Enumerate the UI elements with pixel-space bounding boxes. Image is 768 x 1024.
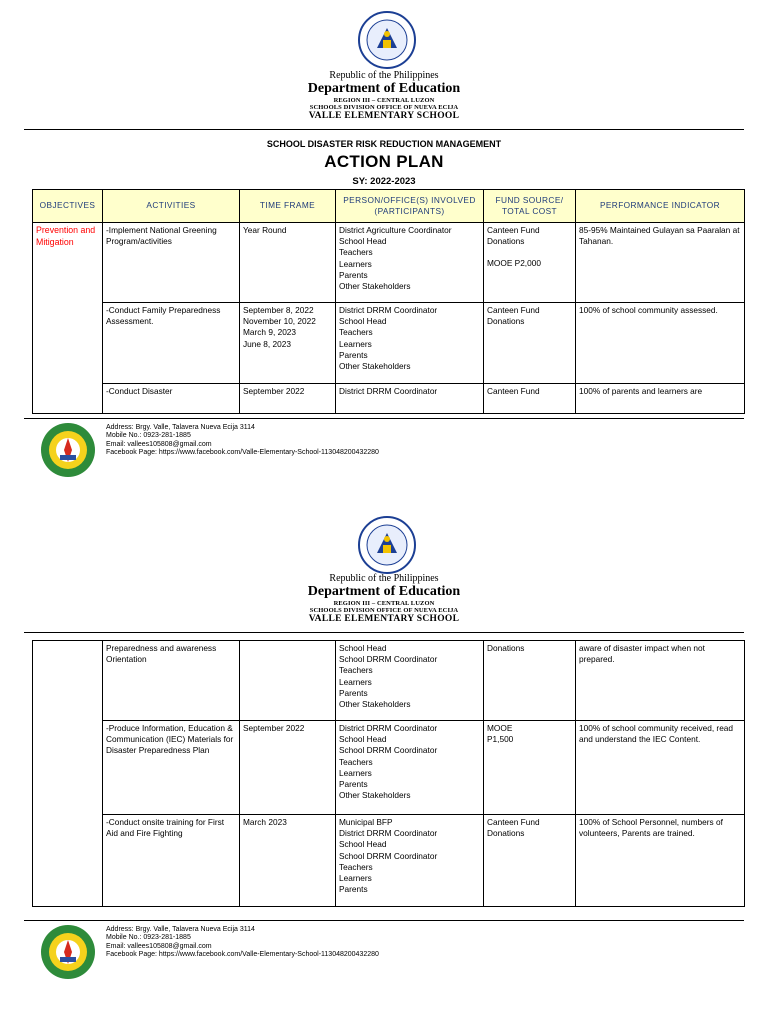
col-objectives: OBJECTIVES bbox=[33, 190, 103, 223]
time-cell: March 2023 bbox=[240, 815, 336, 907]
letterhead bbox=[0, 573, 768, 624]
persons-cell: School Head School DRRM Coordinator Teachers Learners Parents Other Stakeholders bbox=[336, 641, 484, 721]
footer-mobile: Mobile No.: 0923-281-1885 bbox=[106, 934, 191, 942]
persons-cell: District DRRM Coordinator School Head School DRRM Coordinator Teachers Learners Parents Other Stakeholders bbox=[336, 721, 484, 815]
time-cell: Year Round bbox=[240, 223, 336, 303]
department-name: Department of Education bbox=[307, 584, 461, 599]
activity-cell: Preparedness and awareness Orientation bbox=[103, 641, 240, 721]
persons-cell: District Agriculture Coordinator School Head Teachers Learners Parents Other Stakeholders bbox=[336, 223, 484, 303]
plan-title: ACTION PLAN bbox=[324, 152, 444, 171]
school-name: VALLE ELEMENTARY SCHOOL bbox=[308, 111, 460, 121]
footer bbox=[0, 420, 768, 480]
department-name: Department of Education bbox=[307, 81, 461, 96]
footer bbox=[0, 922, 768, 982]
objective-cell bbox=[33, 641, 103, 907]
republic-text: Republic of the Philippines bbox=[329, 70, 439, 81]
table-row bbox=[33, 815, 745, 907]
col-activities: ACTIVITIES bbox=[103, 190, 240, 223]
indicator-cell: aware of disaster impact when not prepared. bbox=[576, 641, 745, 721]
indicator-cell: 85-95% Maintained Gulayan sa Paaralan at Tahanan. bbox=[576, 223, 745, 303]
footer-address: Address: Brgy. Valle, Talavera Nueva Ecija 3114 bbox=[106, 424, 255, 431]
school-logo-icon bbox=[40, 422, 96, 478]
footer-email: Email: vallees105808@gmail.com bbox=[106, 440, 212, 448]
activity-cell: -Conduct Family Preparedness Assessment. bbox=[103, 303, 240, 384]
footer-mobile: Mobile No.: 0923-281-1885 bbox=[106, 432, 191, 440]
republic-text: Republic of the Philippines bbox=[329, 573, 439, 584]
action-plan-table-page-1 bbox=[32, 189, 745, 414]
indicator-cell: 100% of school community assessed. bbox=[576, 303, 745, 384]
persons-cell: District DRRM Coordinator bbox=[336, 384, 484, 414]
footer-divider bbox=[24, 418, 744, 419]
col-persons: PERSON/OFFICE(S) INVOLVED (PARTICIPANTS) bbox=[336, 190, 484, 223]
objective-cell: Prevention and Mitigation bbox=[33, 223, 103, 414]
footer-email: Email: vallees105808@gmail.com bbox=[106, 942, 212, 950]
fund-cell: Donations bbox=[484, 641, 576, 721]
time-cell: September 2022 bbox=[240, 721, 336, 815]
time-cell: September 8, 2022 November 10, 2022 March 9, 2023 June 8, 2023 bbox=[240, 303, 336, 384]
activity-cell: -Conduct Disaster bbox=[103, 384, 240, 414]
footer-facebook[interactable]: Facebook Page: https://www.facebook.com/Valle-Elementary-School-113048200432280 bbox=[106, 951, 379, 959]
table-row bbox=[33, 303, 745, 384]
fund-cell: MOOE P1,500 bbox=[484, 721, 576, 815]
time-cell: September 2022 bbox=[240, 384, 336, 414]
col-indicator: PERFORMANCE INDICATOR bbox=[576, 190, 745, 223]
activity-cell: -Conduct onsite training for First Aid and Fire Fighting bbox=[103, 815, 240, 907]
footer-divider bbox=[24, 920, 744, 921]
table-row bbox=[33, 641, 745, 721]
indicator-cell: 100% of school community received, read and understand the IEC Content. bbox=[576, 721, 745, 815]
plan-subtitle: SCHOOL DISASTER RISK REDUCTION MANAGEMENT bbox=[266, 139, 502, 149]
fund-cell: Canteen Fund Donations bbox=[484, 815, 576, 907]
fund-cell: Canteen Fund bbox=[484, 384, 576, 414]
header-divider bbox=[24, 129, 744, 130]
action-plan-table-page-2 bbox=[32, 640, 745, 907]
table-row bbox=[33, 223, 745, 303]
table-header-row bbox=[33, 190, 745, 223]
persons-cell: Municipal BFP District DRRM Coordinator School Head School DRRM Coordinator Teachers Learners Parents bbox=[336, 815, 484, 907]
division-text: SCHOOLS DIVISION OFFICE OF NUEVA ECIJA bbox=[309, 607, 459, 614]
table-row bbox=[33, 721, 745, 815]
deped-seal-icon bbox=[357, 515, 417, 575]
school-year: SY: 2022-2023 bbox=[352, 176, 416, 187]
time-cell bbox=[240, 641, 336, 721]
letterhead bbox=[0, 70, 768, 121]
footer-contact bbox=[106, 926, 379, 960]
footer-facebook[interactable]: Facebook Page: https://www.facebook.com/Valle-Elementary-School-113048200432280 bbox=[106, 449, 379, 457]
col-time-frame: TIME FRAME bbox=[240, 190, 336, 223]
header-divider bbox=[24, 632, 744, 633]
school-name: VALLE ELEMENTARY SCHOOL bbox=[308, 614, 460, 624]
region-text: REGION III – CENTRAL LUZON bbox=[333, 97, 435, 104]
footer-address: Address: Brgy. Valle, Talavera Nueva Ecija 3114 bbox=[106, 926, 255, 933]
division-text: SCHOOLS DIVISION OFFICE OF NUEVA ECIJA bbox=[309, 104, 459, 111]
fund-cell: Canteen Fund Donations MOOE P2,000 bbox=[484, 223, 576, 303]
table-row bbox=[33, 384, 745, 414]
persons-cell: District DRRM Coordinator School Head Teachers Learners Parents Other Stakeholders bbox=[336, 303, 484, 384]
deped-seal-icon bbox=[357, 10, 417, 70]
fund-cell: Canteen Fund Donations bbox=[484, 303, 576, 384]
col-fund: FUND SOURCE/ TOTAL COST bbox=[484, 190, 576, 223]
activity-cell: -Implement National Greening Program/activities bbox=[103, 223, 240, 303]
region-text: REGION III – CENTRAL LUZON bbox=[333, 600, 435, 607]
footer-contact bbox=[106, 424, 379, 458]
activity-cell: -Produce Information, Education & Communication (IEC) Materials for Disaster Preparedness Plan bbox=[103, 721, 240, 815]
school-logo-icon bbox=[40, 924, 96, 980]
indicator-cell: 100% of School Personnel, numbers of volunteers, Parents are trained. bbox=[576, 815, 745, 907]
indicator-cell: 100% of parents and learners are bbox=[576, 384, 745, 414]
